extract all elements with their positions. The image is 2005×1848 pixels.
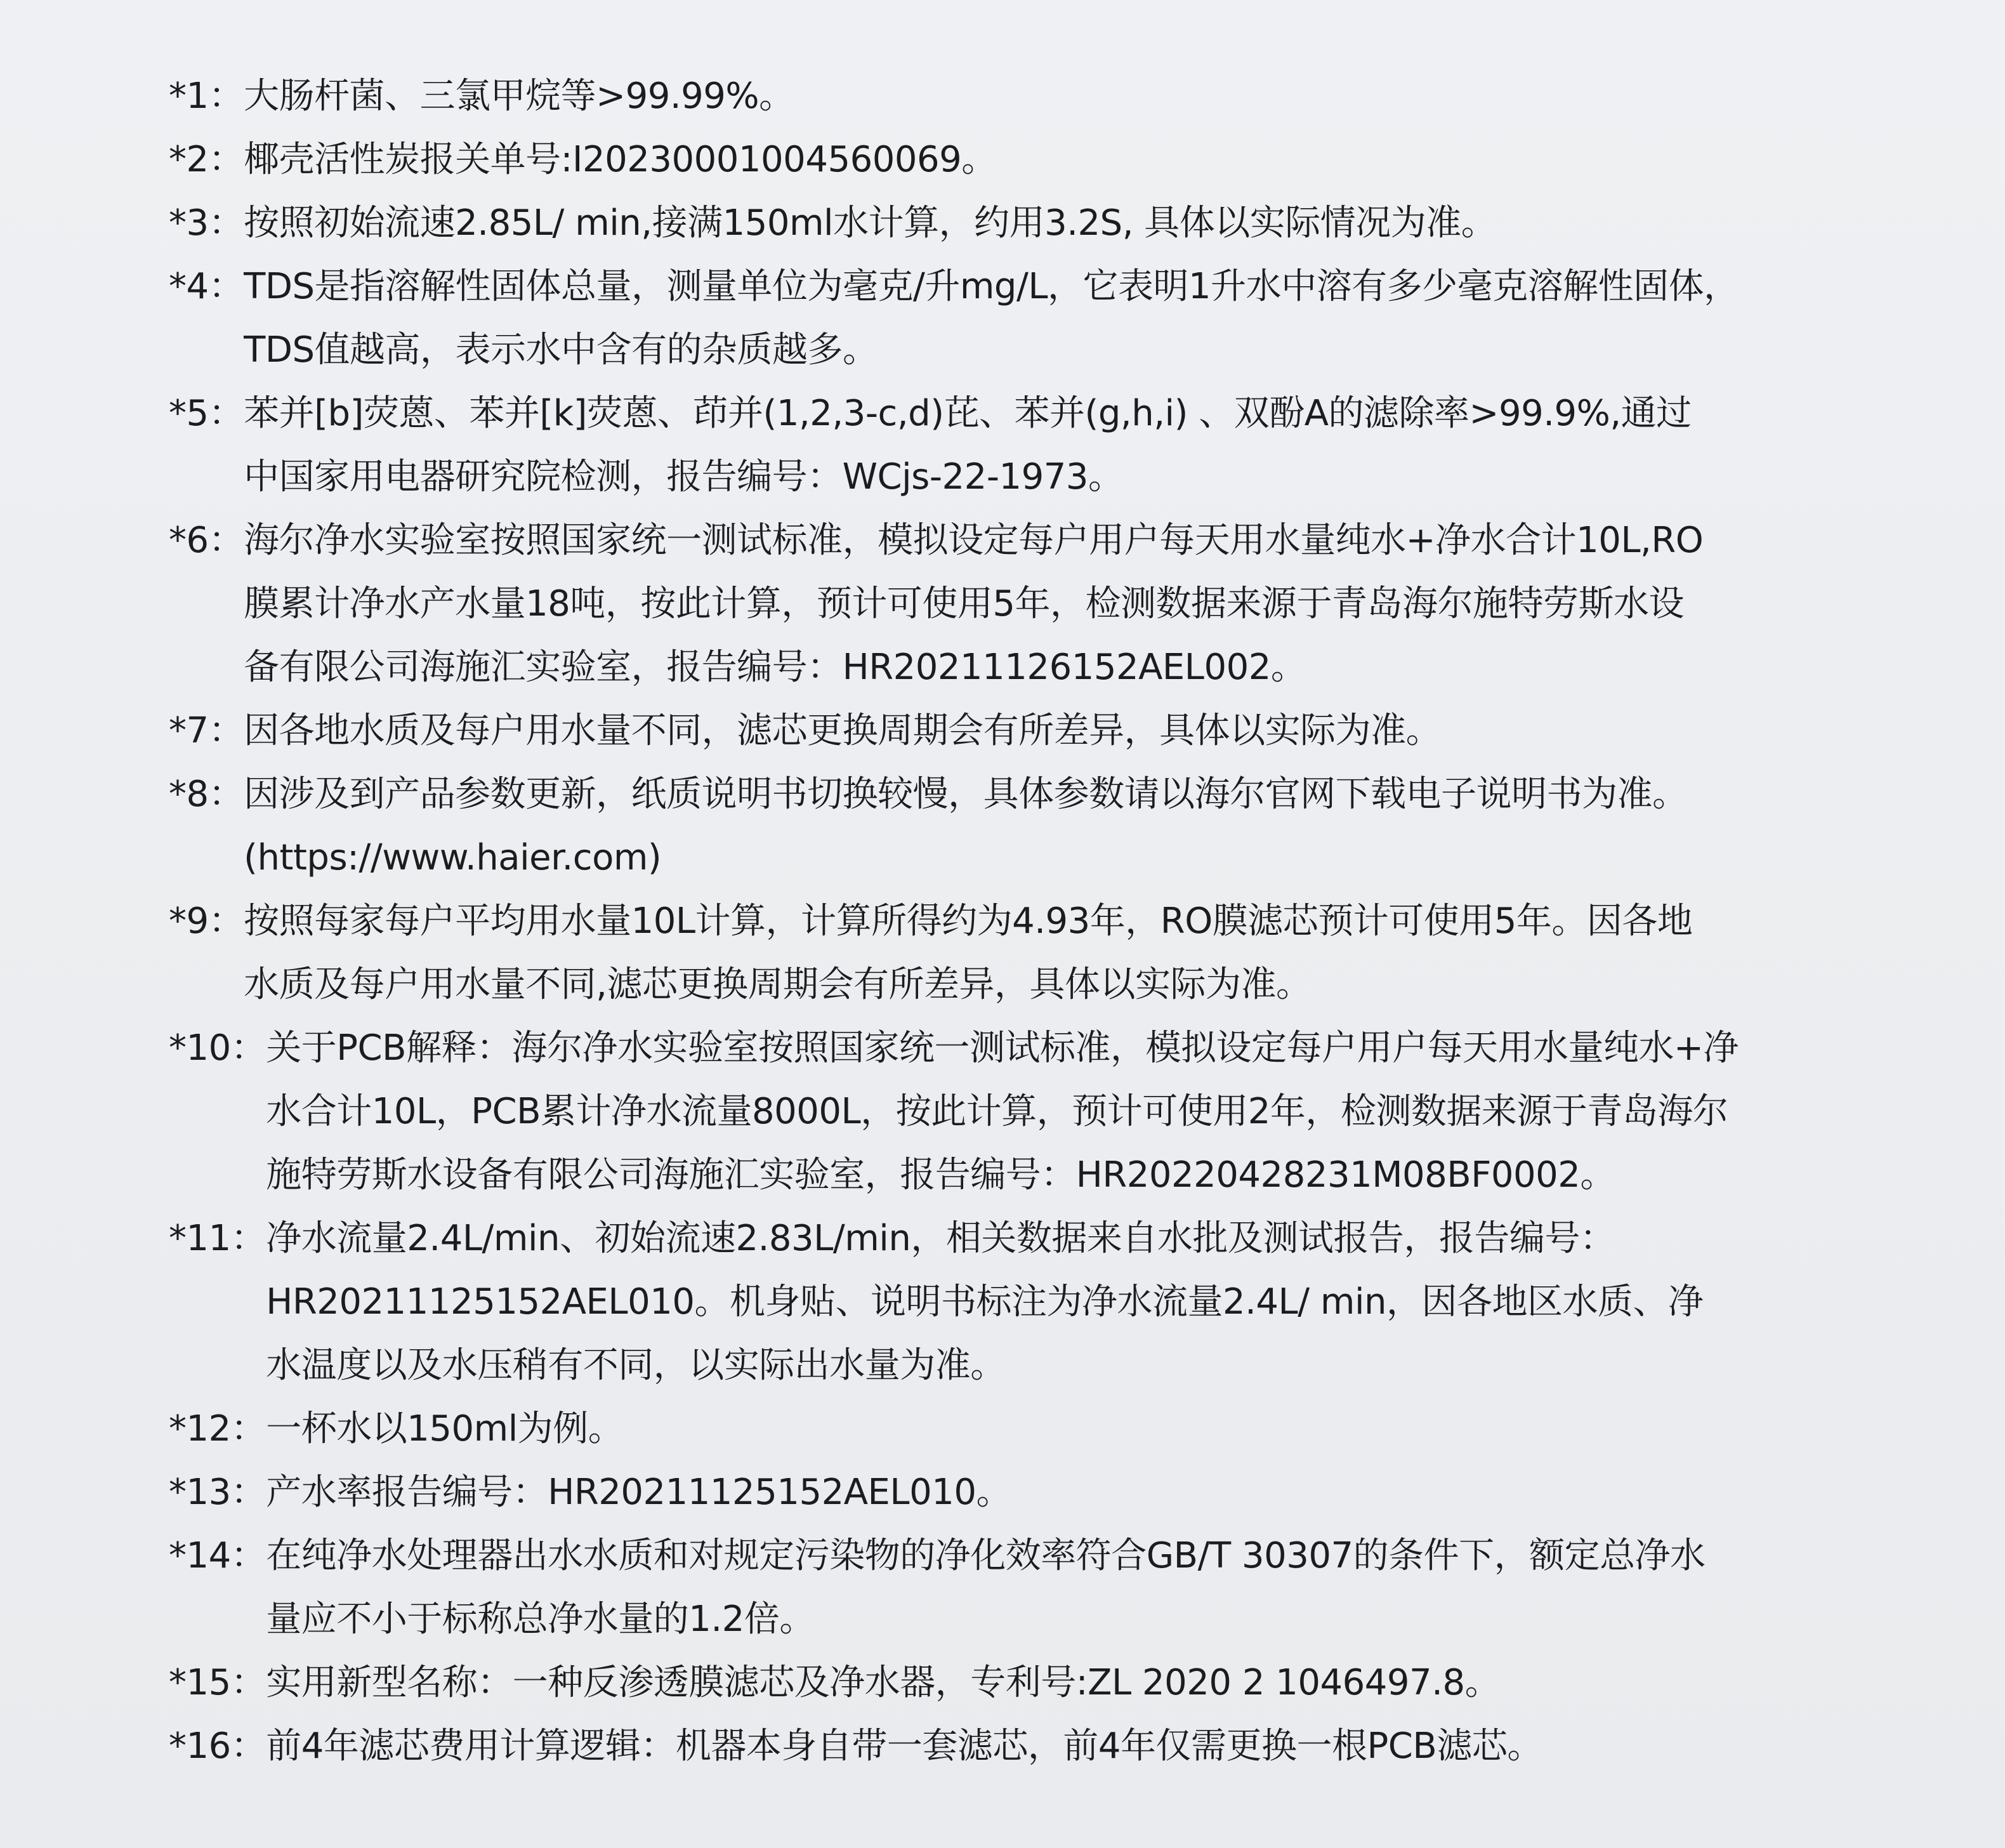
footnote-line: 水合计10L，PCB累计净水流量8000L，按此计算，预计可使用2年，检测数据来源于青岛海尔 (266, 1091, 1728, 1132)
footnote-item (169, 1397, 1895, 1461)
footnote-text (244, 382, 1692, 509)
footnote-line: 因各地水质及每户用水量不同，滤芯更换周期会有所差异，具体以实际为准。 (244, 710, 1442, 751)
footnote-line: 一杯水以150ml为例。 (266, 1408, 624, 1449)
footnote-line: 施特劳斯水设备有限公司海施汇实验室，报告编号：HR20220428231M08BF0002。 (266, 1154, 1615, 1196)
footnote-text (266, 1207, 1703, 1397)
footnote-line: 实用新型名称：一种反渗透膜滤芯及净水器，专利号:ZL 2020 2 1046497.8。 (266, 1662, 1501, 1703)
footnote-item (169, 382, 1895, 509)
footnote-text (244, 509, 1703, 699)
footnotes-list (169, 65, 1895, 1778)
footnote-line: 大肠杆菌、三氯甲烷等>99.99%。 (244, 76, 794, 117)
footnote-line: 水质及每户用水量不同,滤芯更换周期会有所差异，具体以实际为准。 (244, 964, 1311, 1005)
footnote-line: 膜累计净水产水量18吨，按此计算，预计可使用5年，检测数据来源于青岛海尔施特劳斯水设 (244, 583, 1685, 624)
footnote-marker: *15： (169, 1662, 266, 1703)
footnote-line: 净水流量2.4L/min、初始流速2.83L/min，相关数据来自水批及测试报告，报告编号： (266, 1218, 1615, 1259)
footnote-marker: *3： (169, 202, 244, 244)
footnote-item (169, 509, 1895, 699)
footnote-marker: *8： (169, 774, 244, 815)
footnote-text (266, 1715, 1542, 1778)
footnote-item (169, 192, 1895, 255)
footnote-line: 产水率报告编号：HR20211125152AEL010。 (266, 1472, 1011, 1513)
footnote-item (169, 763, 1895, 890)
footnote-line: 前4年滤芯费用计算逻辑：机器本身自带一套滤芯，前4年仅需更换一根PCB滤芯。 (266, 1726, 1542, 1767)
footnote-text (266, 1461, 1011, 1524)
footnote-item (169, 128, 1895, 192)
footnote-marker: *9： (169, 901, 244, 942)
footnote-marker: *7： (169, 710, 244, 751)
footnote-text (244, 763, 1688, 890)
footnote-marker: *6： (169, 520, 244, 561)
footnote-item (169, 890, 1895, 1017)
footnote-marker: *5： (169, 393, 244, 434)
footnote-line: 因涉及到产品参数更新，纸质说明书切换较慢，具体参数请以海尔官网下载电子说明书为准。 (244, 774, 1688, 815)
footnote-item (169, 1715, 1895, 1778)
footnote-line: 备有限公司海施汇实验室，报告编号：HR20211126152AEL002。 (244, 647, 1306, 688)
footnote-line: 中国家用电器研究院检测，报告编号：WCjs-22-1973。 (244, 456, 1124, 498)
footnote-line: (https://www.haier.com) (244, 837, 662, 878)
footnote-line: TDS值越高，表示水中含有的杂质越多。 (244, 329, 878, 371)
footnote-item (169, 1651, 1895, 1715)
footnote-marker: *2： (169, 139, 244, 180)
footnote-line: TDS是指溶解性固体总量，测量单位为毫克/升mg/L，它表明1升水中溶有多少毫克溶解性固体， (244, 266, 1739, 307)
footnote-line: 海尔净水实验室按照国家统一测试标准，模拟设定每户用户每天用水量纯水+净水合计10L,RO (244, 520, 1704, 561)
footnote-marker: *12： (169, 1408, 266, 1449)
footnote-text (244, 128, 997, 192)
footnote-text (244, 65, 794, 128)
footnote-item (169, 1207, 1895, 1397)
footnote-item (169, 1017, 1895, 1207)
footnote-item (169, 65, 1895, 128)
footnote-marker: *4： (169, 266, 244, 307)
footnote-text (244, 255, 1739, 382)
footnote-text (266, 1524, 1705, 1651)
footnote-marker: *1： (169, 76, 244, 117)
footnote-line: HR20211125152AEL010。机身贴、说明书标注为净水流量2.4L/ min，因各地区水质、净 (266, 1281, 1704, 1323)
footnote-text (244, 890, 1692, 1017)
footnote-line: 量应不小于标称总净水量的1.2倍。 (266, 1599, 815, 1640)
footnote-item (169, 255, 1895, 382)
footnote-line: 按照初始流速2.85L/ min,接满150ml水计算，约用3.2S, 具体以实际情况为准。 (244, 202, 1497, 244)
footnote-line: 在纯净水处理器出水水质和对规定污染物的净化效率符合GB/T 30307的条件下，额定总净水 (266, 1535, 1706, 1576)
footnote-item (169, 699, 1895, 763)
footnote-line: 关于PCB解释：海尔净水实验室按照国家统一测试标准，模拟设定每户用户每天用水量纯水+净 (266, 1027, 1739, 1069)
footnote-text (266, 1397, 623, 1461)
footnote-line: 按照每家每户平均用水量10L计算，计算所得约为4.93年，RO膜滤芯预计可使用5年。因各地 (244, 901, 1693, 942)
footnote-text (244, 192, 1496, 255)
footnote-marker: *10： (169, 1027, 266, 1069)
footnote-marker: *16： (169, 1726, 266, 1767)
footnote-item (169, 1461, 1895, 1524)
footnote-marker: *14： (169, 1535, 266, 1576)
footnote-marker: *13： (169, 1472, 266, 1513)
footnote-line: 苯并[b]荧蒽、苯并[k]荧蒽、茚并(1,2,3-c,d)芘、苯并(g,h,i) 、双酚A的滤除率>99.9%,通过 (244, 393, 1692, 434)
footnote-line: 椰壳活性炭报关单号:I20230001004560069。 (244, 139, 997, 180)
footnote-text (266, 1017, 1739, 1207)
footnote-text (244, 699, 1441, 763)
footnote-text (266, 1651, 1500, 1715)
footnote-line: 水温度以及水压稍有不同，以实际出水量为准。 (266, 1345, 1006, 1386)
footnote-marker: *11： (169, 1218, 266, 1259)
footnote-item (169, 1524, 1895, 1651)
